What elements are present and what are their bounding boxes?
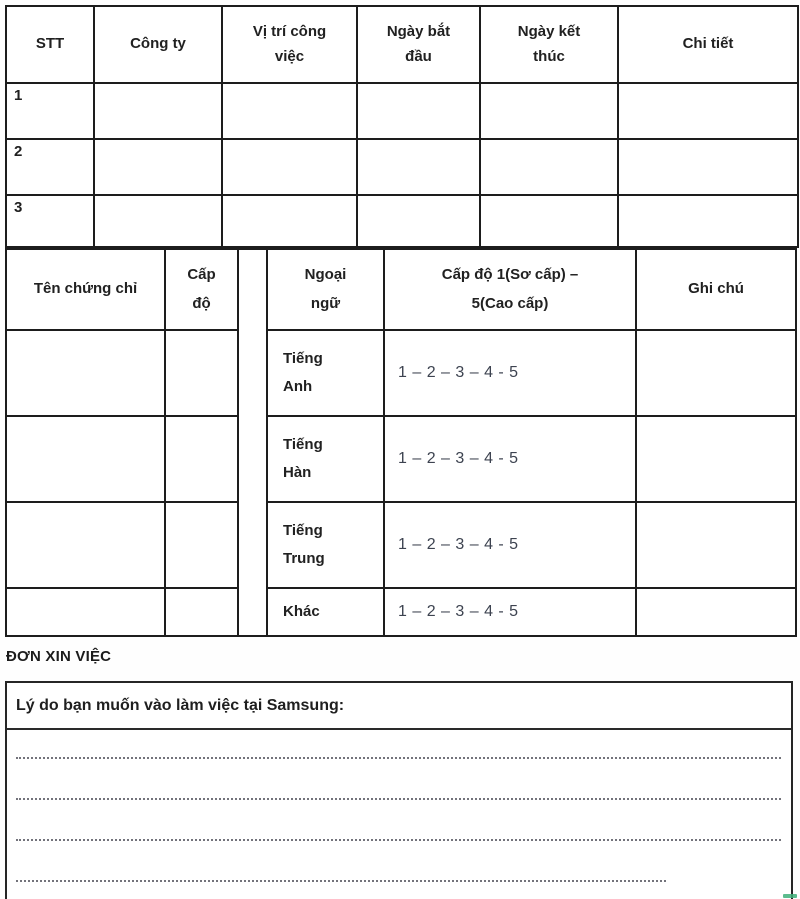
empty-cell-certificate-name xyxy=(6,330,165,416)
empty-cell-cong-ty xyxy=(94,195,222,247)
col-header-chi-tiet xyxy=(618,6,798,83)
empty-cell-certificate-level xyxy=(165,416,238,502)
empty-cell-note xyxy=(636,416,796,502)
empty-cell-vi-tri xyxy=(222,195,357,247)
language-row-korean xyxy=(6,416,796,502)
row-number: 2 xyxy=(14,143,23,160)
language-name: Khác xyxy=(267,588,384,636)
row-number: 1 xyxy=(14,87,23,104)
section-heading-don-xin-viec: ĐƠN XIN VIỆC xyxy=(6,648,112,665)
work-history-row-1 xyxy=(6,83,798,139)
col-header-stt xyxy=(6,6,94,83)
language-scale: 1 – 2 – 3 – 4 - 5 xyxy=(384,416,636,502)
empty-cell-ngay-ket-thuc xyxy=(480,195,618,247)
col-header-ngay-bat-dau-label: Ngày bắt đầu xyxy=(386,22,451,65)
col-header-ten-chung-chi-label: Tên chứng chỉ xyxy=(33,280,138,298)
col-header-ngay-ket-thuc-label: Ngày kết thúc xyxy=(517,22,581,65)
col-header-cap-do-scale xyxy=(384,249,636,330)
col-header-vi-tri-cong-viec xyxy=(222,6,357,83)
watermark-corner-mark xyxy=(783,894,797,898)
language-row-other xyxy=(6,588,796,636)
col-header-cong-ty xyxy=(94,6,222,83)
language-name: Tiếng Hàn xyxy=(267,416,384,502)
language-name: Tiếng Anh xyxy=(267,330,384,416)
empty-cell-ngay-bat-dau xyxy=(357,83,480,139)
empty-cell-ngay-ket-thuc xyxy=(480,83,618,139)
language-scale: 1 – 2 – 3 – 4 - 5 xyxy=(384,330,636,416)
empty-cell-certificate-level xyxy=(165,502,238,588)
row-number-cell xyxy=(6,139,94,195)
empty-cell-cong-ty xyxy=(94,83,222,139)
answer-dotted-line xyxy=(16,880,666,882)
col-header-cap-do xyxy=(165,249,238,330)
language-row-chinese xyxy=(6,502,796,588)
col-header-stt-label: STT xyxy=(35,35,65,53)
work-history-row-2 xyxy=(6,139,798,195)
language-name: Tiếng Trung xyxy=(267,502,384,588)
answer-dotted-line xyxy=(16,839,781,841)
col-header-cong-ty-label: Công ty xyxy=(130,35,186,53)
language-row-english xyxy=(6,330,796,416)
empty-cell-ngay-ket-thuc xyxy=(480,139,618,195)
empty-cell-chi-tiet xyxy=(618,195,798,247)
empty-cell-chi-tiet xyxy=(618,139,798,195)
language-scale: 1 – 2 – 3 – 4 - 5 xyxy=(384,588,636,636)
empty-cell-ngay-bat-dau xyxy=(357,195,480,247)
empty-cell-certificate-name xyxy=(6,502,165,588)
answer-dotted-line xyxy=(16,757,781,759)
empty-cell-cong-ty xyxy=(94,139,222,195)
work-history-row-3 xyxy=(6,195,798,247)
answer-dotted-line xyxy=(16,798,781,800)
empty-cell-ngay-bat-dau xyxy=(357,139,480,195)
spacer-column xyxy=(238,249,267,636)
empty-cell-certificate-name xyxy=(6,588,165,636)
empty-cell-vi-tri xyxy=(222,83,357,139)
col-header-ghi-chu-label: Ghi chú xyxy=(688,280,744,298)
col-header-ten-chung-chi xyxy=(6,249,165,330)
language-scale: 1 – 2 – 3 – 4 - 5 xyxy=(384,502,636,588)
empty-cell-vi-tri xyxy=(222,139,357,195)
col-header-ngoai-ngu-label: Ngoại ngữ xyxy=(304,266,347,312)
empty-cell-certificate-level xyxy=(165,588,238,636)
work-history-header-row xyxy=(6,6,798,83)
empty-cell-note xyxy=(636,330,796,416)
certificate-header-row xyxy=(6,249,796,330)
reason-label: Lý do bạn muốn vào làm việc tại Samsung: xyxy=(7,683,791,730)
work-history-table xyxy=(5,5,799,248)
col-header-ngoai-ngu xyxy=(267,249,384,330)
row-number: 3 xyxy=(14,199,23,216)
empty-cell-note xyxy=(636,502,796,588)
col-header-chi-tiet-label: Chi tiết xyxy=(682,35,734,53)
answer-lines-area xyxy=(7,757,791,882)
col-header-cap-do-scale-label: Cấp độ 1(Sơ cấp) – 5(Cao cấp) xyxy=(441,266,579,312)
row-number-cell xyxy=(6,195,94,247)
col-header-vi-tri-label: Vị trí công việc xyxy=(252,22,327,65)
empty-cell-certificate-level xyxy=(165,330,238,416)
empty-cell-certificate-name xyxy=(6,416,165,502)
col-header-ghi-chu xyxy=(636,249,796,330)
certificate-language-table xyxy=(5,248,797,637)
reason-box xyxy=(5,681,793,899)
col-header-ngay-ket-thuc xyxy=(480,6,618,83)
empty-cell-chi-tiet xyxy=(618,83,798,139)
row-number-cell xyxy=(6,83,94,139)
col-header-ngay-bat-dau xyxy=(357,6,480,83)
col-header-cap-do-label: Cấp độ xyxy=(187,266,216,312)
empty-cell-note xyxy=(636,588,796,636)
